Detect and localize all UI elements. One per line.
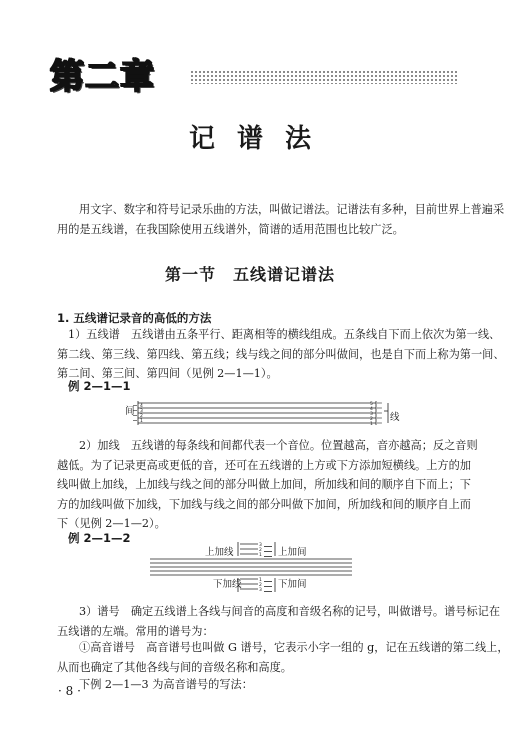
section-title: 第一节 五线谱记谱法 bbox=[164, 265, 335, 284]
svg-text:3: 3 bbox=[259, 588, 262, 593]
staff-paragraph bbox=[57, 325, 505, 384]
svg-text:1: 1 bbox=[140, 419, 143, 424]
svg-text:4: 4 bbox=[140, 404, 143, 409]
upper-ledger-line-label: 上加线 bbox=[205, 547, 234, 558]
lower-ledger-lines bbox=[238, 578, 275, 592]
staff-line-text: 第二线、第三线、第四线、第五线；线与线之间的部分叫做间，也是自下而上称为第一间、 bbox=[57, 347, 505, 361]
staff-diagram-2 bbox=[0, 538, 500, 598]
chapter-dotted-rule bbox=[190, 70, 458, 84]
clef-line-text: 3）谱号 确定五线谱上各线与间音的高度和音级名称的记号，叫做谱号。谱号标记在 bbox=[79, 605, 501, 618]
svg-text:1: 1 bbox=[370, 422, 373, 427]
next-line-text: 下例 2—1—3 为高音谱号的写法： bbox=[79, 678, 253, 691]
svg-text:2: 2 bbox=[370, 417, 373, 422]
space-arrows bbox=[133, 406, 137, 421]
svg-text:3: 3 bbox=[140, 409, 143, 414]
svg-text:1: 1 bbox=[259, 553, 262, 558]
intro-line: 用文字、数字和符号记录乐曲的方法，叫做记谱法。记谱法有多种，目前世界上普遍采 bbox=[79, 203, 505, 216]
page-number: · 8 · bbox=[58, 684, 81, 698]
svg-text:2: 2 bbox=[140, 414, 143, 419]
ledger-line-text: 2）加线 五线谱的每条线和间都代表一个音位。位置越高，音亦越高；反之音则 bbox=[79, 439, 478, 452]
svg-text:1: 1 bbox=[259, 578, 262, 583]
svg-text:3: 3 bbox=[259, 543, 262, 548]
staff-lines bbox=[138, 401, 388, 425]
clef-line-text: 五线谱的左端。常用的谱号为： bbox=[57, 624, 214, 638]
ledger-line-text: 越低。为了记录更高或更低的音，还可在五线谱的上方或下方添加短横线。上方的加 bbox=[57, 458, 471, 472]
line-label: 线 bbox=[390, 412, 400, 423]
space-label: 间 bbox=[125, 406, 135, 417]
intro-paragraph bbox=[57, 200, 505, 239]
line-arrows bbox=[377, 403, 382, 423]
lower-ledger-space-label: 下加间 bbox=[278, 579, 307, 590]
space-numbers bbox=[140, 403, 143, 424]
main-staff-lines bbox=[150, 559, 352, 575]
main-title: 记谱法 bbox=[188, 124, 333, 154]
upper-ledger-space-label: 上加间 bbox=[278, 547, 307, 558]
subsection-title: 1. 五线谱记录音的高低的方法 bbox=[57, 311, 212, 325]
ledger-line-text: 线叫做上加线，上加线与线之间的部分叫做上加间，所加线和间的顺序自下而上；下 bbox=[57, 478, 471, 491]
staff-line-text: 1）五线谱 五线谱由五条平行、距离相等的横线组成。五条线自下而上依次为第一线、 bbox=[68, 328, 501, 341]
line-numbers bbox=[370, 401, 373, 427]
intro-line: 用的是五线谱，在我国除使用五线谱外，简谱的适用范围也比较广泛。 bbox=[57, 222, 404, 236]
clef-paragraph bbox=[57, 602, 501, 641]
chapter-title: 第二章 bbox=[50, 57, 155, 97]
svg-text:3: 3 bbox=[370, 412, 373, 417]
ledger-paragraph bbox=[57, 436, 478, 534]
ledger-line-text: 方的加线叫做下加线，下加线与线之间的部分叫做下加间，所加线和间的顺序自上而 bbox=[57, 497, 471, 511]
treble-line-text: 从而也确定了其他各线与间的音级名称和高度。 bbox=[57, 660, 292, 674]
next-example-paragraph bbox=[57, 675, 459, 695]
svg-text:5: 5 bbox=[370, 402, 373, 407]
upper-ledger-lines bbox=[238, 542, 275, 557]
chapter-banner bbox=[50, 55, 458, 99]
ledger-line-text: 下（见例 2—1—2）。 bbox=[57, 517, 166, 530]
example-label-1: 例 2—1—1 bbox=[68, 379, 131, 393]
ledger-numbers bbox=[259, 542, 262, 593]
treble-clef-paragraph bbox=[57, 638, 509, 677]
svg-text:2: 2 bbox=[259, 583, 262, 588]
lower-ledger-line-label: 下加线 bbox=[213, 579, 242, 590]
example-label-2: 例 2—1—2 bbox=[68, 531, 131, 545]
staff-line-text: 第二间、第三间、第四间（见例 2—1—1）。 bbox=[57, 367, 278, 380]
svg-text:4: 4 bbox=[370, 407, 373, 412]
svg-text:2: 2 bbox=[259, 548, 262, 553]
treble-line-text: ①高音谱号 高音谱号也叫做 G 谱号，它表示小字一组的 g，记在五线谱的第二线上， bbox=[79, 641, 509, 654]
